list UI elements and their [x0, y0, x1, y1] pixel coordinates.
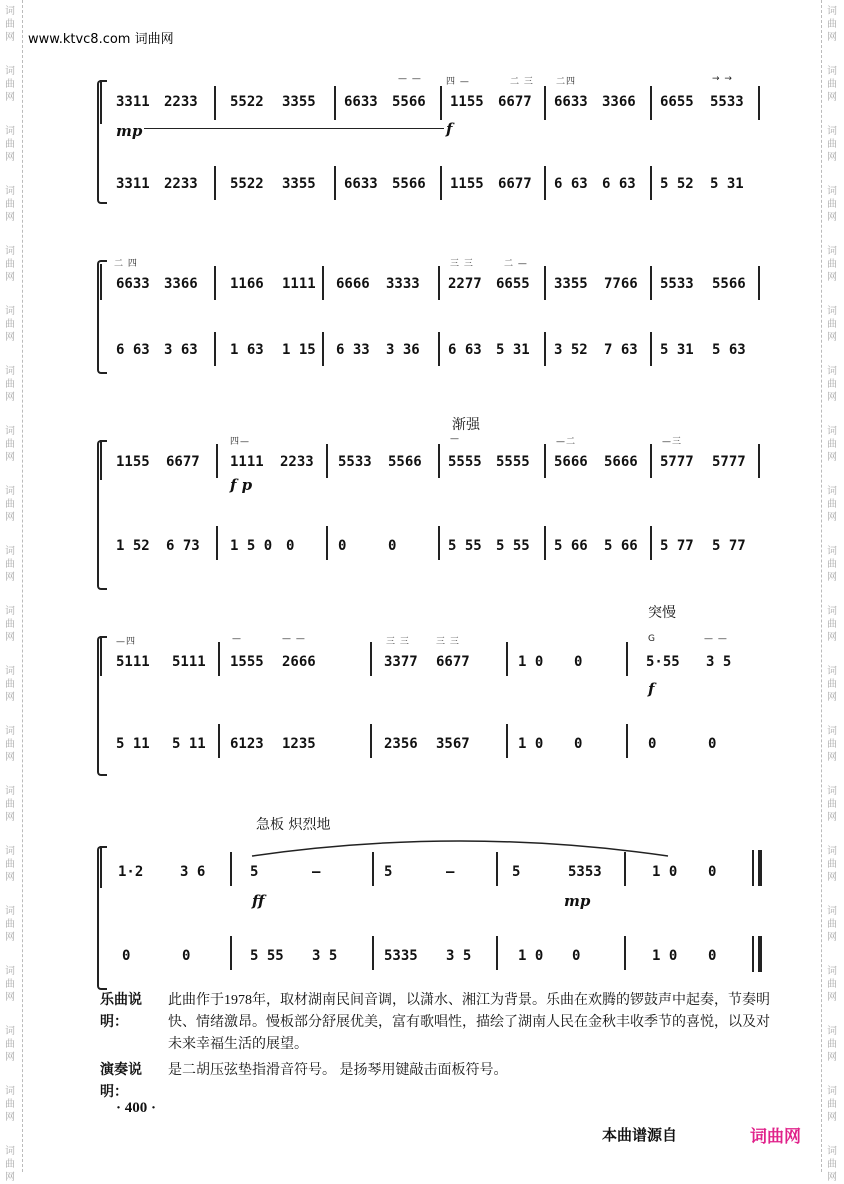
watermark-char: 词: [827, 126, 837, 137]
watermark-char: 曲: [827, 619, 837, 630]
note-group: 6 63: [116, 342, 150, 358]
upper-staff: — — 四 — 二 三 二四 → → 3311 2233 5522 3355 6633 5566 1155 6677 6633 3366 6655 5533: [100, 80, 762, 130]
watermark-char: 网: [5, 272, 15, 283]
note-group: 0: [572, 948, 581, 964]
watermark-char: 曲: [5, 79, 15, 90]
note-group: 5777: [712, 454, 746, 470]
watermark-char: 网: [5, 92, 15, 103]
note-group: 6633: [344, 94, 378, 110]
watermark-char: 曲: [5, 199, 15, 210]
watermark-char: 曲: [827, 1099, 837, 1110]
watermark-char: 曲: [5, 1159, 15, 1170]
note-group: 3 5: [446, 948, 472, 964]
watermark-char: 网: [827, 32, 837, 43]
note-group: 0: [338, 538, 347, 554]
note-group: 5666: [604, 454, 638, 470]
note-group: 2356: [384, 736, 418, 752]
watermark-char: 网: [5, 932, 15, 943]
note-group: 5 77: [660, 538, 694, 554]
watermark-char: 曲: [5, 499, 15, 510]
note-group: 0: [708, 736, 717, 752]
note-group: 5533: [660, 276, 694, 292]
note-group: 3311: [116, 94, 150, 110]
watermark-char: 曲: [5, 1039, 15, 1050]
watermark-char: 曲: [5, 19, 15, 30]
note-group: 5 52: [660, 176, 694, 192]
watermark-char: 网: [5, 32, 15, 43]
note-group: 7766: [604, 276, 638, 292]
left-watermark-strip: [0, 0, 23, 1183]
watermark-char: 词: [5, 1146, 15, 1157]
note-group: 6677: [166, 454, 200, 470]
dynamic-mark: f: [648, 680, 655, 698]
crescendo-line: [144, 128, 444, 129]
watermark-char: 网: [827, 632, 837, 643]
site-url[interactable]: www.ktvc8.com 词曲网: [28, 32, 174, 47]
dynamic-mark: f p: [230, 476, 253, 494]
watermark-char: 词: [5, 1086, 15, 1097]
note-group: 5 55: [496, 538, 530, 554]
note-group: 6677: [498, 176, 532, 192]
watermark-char: 网: [5, 632, 15, 643]
lower-staff: [100, 522, 762, 572]
note-group: –: [312, 864, 321, 880]
watermark-char: 曲: [827, 739, 837, 750]
watermark-char: 词: [827, 486, 837, 497]
note-group: 0: [182, 948, 191, 964]
watermark-char: 词: [827, 426, 837, 437]
watermark-char: 网: [5, 392, 15, 403]
watermark-char: 词: [5, 786, 15, 797]
note-group: 3 36: [386, 342, 420, 358]
watermark-char: 曲: [827, 1039, 837, 1050]
watermark-char: 网: [5, 992, 15, 1003]
note-group: 5555: [448, 454, 482, 470]
watermark-char: 词: [827, 846, 837, 857]
note-group: 0: [286, 538, 295, 554]
watermark-char: 曲: [5, 619, 15, 630]
watermark-char: 网: [827, 752, 837, 763]
watermark-char: 网: [827, 392, 837, 403]
watermark-char: 曲: [5, 379, 15, 390]
watermark-char: 词: [5, 426, 15, 437]
watermark-char: 曲: [827, 1159, 837, 1170]
note-group: 1 0: [518, 654, 544, 670]
note-group: 6123: [230, 736, 264, 752]
watermark-char: 词: [5, 186, 15, 197]
note-group: 5111: [172, 654, 206, 670]
note-group: 5: [250, 864, 259, 880]
dynamic-mark: mp: [116, 122, 143, 140]
note-group: 3366: [164, 276, 198, 292]
watermark-char: 曲: [827, 19, 837, 30]
watermark-char: 网: [827, 692, 837, 703]
watermark-char: 词: [827, 66, 837, 77]
tempo-direction: 渐强: [452, 417, 480, 433]
note-group: 1 15: [282, 342, 316, 358]
watermark-char: 词: [827, 186, 837, 197]
watermark-char: 网: [827, 1172, 837, 1183]
watermark-char: 网: [827, 332, 837, 343]
note-group: 1 0: [518, 948, 544, 964]
watermark-char: 网: [5, 1052, 15, 1063]
note-group: 5566: [388, 454, 422, 470]
note-group: 5·55: [646, 654, 680, 670]
note-group: 5 55: [448, 538, 482, 554]
watermark-char: 词: [827, 906, 837, 917]
watermark-char: 词: [827, 366, 837, 377]
note-group: 3 5: [706, 654, 732, 670]
note-group: 2277: [448, 276, 482, 292]
watermark-char: 词: [827, 666, 837, 677]
note-group: 5: [512, 864, 521, 880]
upper-staff: [100, 846, 762, 896]
note-group: 7 63: [604, 342, 638, 358]
watermark-char: 曲: [827, 559, 837, 570]
upper-staff: —四 — — — 三 三 三 三 G — — 5111 5111 1555 2666 3377 6677 1 0 0 5·55 3 5: [100, 636, 762, 686]
source-label: 本曲谱源自: [602, 1126, 678, 1144]
note-group: 5533: [710, 94, 744, 110]
watermark-char: 网: [827, 1052, 837, 1063]
note-group: 3366: [602, 94, 636, 110]
tempo-direction: 突慢: [648, 605, 676, 621]
music-description-label: 乐曲说明：: [100, 993, 142, 1030]
note-group: 5566: [712, 276, 746, 292]
watermark-char: 曲: [827, 859, 837, 870]
watermark-char: 曲: [827, 919, 837, 930]
note-group: 1111: [282, 276, 316, 292]
note-group: 1235: [282, 736, 316, 752]
watermark-char: 网: [5, 212, 15, 223]
watermark-char: 曲: [827, 199, 837, 210]
watermark-char: 网: [5, 812, 15, 823]
note-group: 5 11: [172, 736, 206, 752]
watermark-char: 词: [5, 486, 15, 497]
watermark-char: 曲: [827, 259, 837, 270]
watermark-char: 网: [827, 212, 837, 223]
note-group: 6655: [496, 276, 530, 292]
watermark-char: 词: [827, 606, 837, 617]
note-group: 1155: [450, 176, 484, 192]
note-group: 2233: [164, 94, 198, 110]
note-group: 3567: [436, 736, 470, 752]
upper-staff: 四— — —二 —三 1155 6677 1111 2233 5533 5566 5555 5555 5666 5666 5777 5777: [100, 440, 762, 490]
performance-notes-text: 是二胡压弦垫指滑音符号。 是扬琴用键敲击面板符号。: [168, 1063, 508, 1078]
watermark-char: 网: [827, 272, 837, 283]
note-group: 6 33: [336, 342, 370, 358]
watermark-char: 曲: [827, 799, 837, 810]
upper-staff: 二 四 三 三 二 — 6633 3366 1166 1111 6666 3333 2277 6655 3355 7766 5533 5566: [100, 260, 762, 310]
note-group: 0: [574, 654, 583, 670]
watermark-char: 词: [5, 1026, 15, 1037]
note-group: 1 0: [652, 948, 678, 964]
watermark-char: 曲: [5, 439, 15, 450]
note-group: 5335: [384, 948, 418, 964]
note-group: 6666: [336, 276, 370, 292]
note-group: 0: [574, 736, 583, 752]
note-group: 1·2: [118, 864, 144, 880]
watermark-char: 网: [827, 572, 837, 583]
watermark-char: 网: [5, 692, 15, 703]
note-group: 1 0: [518, 736, 544, 752]
note-group: 5111: [116, 654, 150, 670]
watermark-char: 曲: [827, 499, 837, 510]
note-group: 5666: [554, 454, 588, 470]
note-group: 1155: [116, 454, 150, 470]
watermark-char: 曲: [5, 679, 15, 690]
watermark-char: 网: [827, 992, 837, 1003]
note-group: 5353: [568, 864, 602, 880]
watermark-char: 曲: [827, 439, 837, 450]
note-group: 3333: [386, 276, 420, 292]
lower-staff: [100, 326, 762, 376]
watermark-char: 网: [5, 512, 15, 523]
note-group: 5566: [392, 176, 426, 192]
watermark-char: 词: [827, 546, 837, 557]
watermark-char: 词: [5, 246, 15, 257]
watermark-char: 曲: [827, 319, 837, 330]
watermark-char: 网: [5, 572, 15, 583]
note-group: 6 63: [554, 176, 588, 192]
watermark-char: 曲: [5, 559, 15, 570]
watermark-char: 网: [5, 1172, 15, 1183]
note-group: 5 55: [250, 948, 284, 964]
note-group: 1 0: [652, 864, 678, 880]
note-group: 5 31: [660, 342, 694, 358]
dynamic-mark: mp: [564, 892, 591, 910]
page-number: · 400 ·: [116, 1100, 157, 1116]
watermark-char: 曲: [827, 79, 837, 90]
note-group: 0: [708, 948, 717, 964]
dynamic-mark: f: [446, 120, 453, 138]
note-group: 5 63: [712, 342, 746, 358]
note-group: 5 77: [712, 538, 746, 554]
watermark-char: 曲: [5, 859, 15, 870]
watermark-char: 曲: [5, 919, 15, 930]
music-description-text: 此曲作于1978年，取材湖南民间音调，以潇水、湘江为背景。乐曲在欢腾的锣鼓声中起奏，节奏明快、情绪激昂。慢板部分舒展优美，富有歌唱性，描绘了湖南人民在金秋丰收季节的喜悦，以及对未来幸福生活的展望。: [168, 993, 770, 1052]
music-description: [100, 990, 790, 1056]
note-group: 6 63: [448, 342, 482, 358]
watermark-char: 词: [5, 906, 15, 917]
watermark-char: 网: [5, 1112, 15, 1123]
note-group: 6655: [660, 94, 694, 110]
performance-notes-label: 演奏说明：: [100, 1063, 142, 1100]
watermark-char: 词: [827, 1146, 837, 1157]
note-group: 6633: [344, 176, 378, 192]
watermark-char: 网: [5, 752, 15, 763]
note-group: 5777: [660, 454, 694, 470]
note-group: 3355: [282, 176, 316, 192]
performance-notes: [100, 1060, 790, 1104]
note-group: 0: [388, 538, 397, 554]
note-group: 1555: [230, 654, 264, 670]
note-group: –: [446, 864, 455, 880]
watermark-char: 网: [827, 872, 837, 883]
note-group: 5 31: [710, 176, 744, 192]
watermark-char: 词: [827, 6, 837, 17]
watermark-char: 词: [5, 546, 15, 557]
note-group: 5: [384, 864, 393, 880]
watermark-char: 网: [827, 1112, 837, 1123]
watermark-char: 网: [5, 452, 15, 463]
watermark-char: 词: [5, 306, 15, 317]
note-group: 6677: [436, 654, 470, 670]
watermark-char: 词: [827, 786, 837, 797]
watermark-char: 网: [827, 152, 837, 163]
watermark-char: 网: [827, 512, 837, 523]
note-group: 5 66: [604, 538, 638, 554]
watermark-char: 词: [5, 726, 15, 737]
lower-staff: [100, 720, 762, 770]
note-group: 1111: [230, 454, 264, 470]
note-group: 0: [122, 948, 131, 964]
note-group: 3 52: [554, 342, 588, 358]
watermark-char: 曲: [827, 379, 837, 390]
note-group: 6 63: [602, 176, 636, 192]
note-group: 3355: [554, 276, 588, 292]
watermark-char: 曲: [827, 679, 837, 690]
watermark-char: 曲: [827, 979, 837, 990]
note-group: 2233: [280, 454, 314, 470]
watermark-char: 词: [5, 366, 15, 377]
watermark-char: 词: [827, 966, 837, 977]
watermark-char: 网: [5, 872, 15, 883]
lower-staff: [100, 160, 762, 210]
note-group: 6633: [554, 94, 588, 110]
watermark-char: 网: [5, 332, 15, 343]
note-group: 1155: [450, 94, 484, 110]
watermark-char: 词: [827, 726, 837, 737]
dynamic-mark: ff: [252, 892, 265, 910]
note-group: 1 63: [230, 342, 264, 358]
note-group: 6 73: [166, 538, 200, 554]
note-group: 3355: [282, 94, 316, 110]
watermark-char: 曲: [5, 739, 15, 750]
watermark-char: 曲: [5, 139, 15, 150]
note-group: 5 11: [116, 736, 150, 752]
watermark-char: 曲: [5, 979, 15, 990]
note-group: 3 5: [312, 948, 338, 964]
watermark-char: 网: [827, 452, 837, 463]
note-group: 5566: [392, 94, 426, 110]
watermark-char: 网: [827, 92, 837, 103]
note-group: 5 31: [496, 342, 530, 358]
note-group: 5 66: [554, 538, 588, 554]
watermark-char: 词: [5, 6, 15, 17]
note-group: 5533: [338, 454, 372, 470]
watermark-char: 词: [827, 306, 837, 317]
watermark-char: 曲: [827, 139, 837, 150]
note-group: 0: [648, 736, 657, 752]
tempo-direction: 急板 炽烈地: [256, 817, 331, 833]
watermark-char: 词: [5, 66, 15, 77]
right-watermark-strip: [821, 0, 844, 1183]
watermark-char: 词: [5, 606, 15, 617]
lower-staff: [100, 932, 762, 982]
note-group: 5522: [230, 176, 264, 192]
watermark-char: 词: [5, 126, 15, 137]
watermark-char: 词: [827, 1026, 837, 1037]
note-group: 1 52: [116, 538, 150, 554]
watermark-char: 网: [5, 152, 15, 163]
note-group: 3377: [384, 654, 418, 670]
watermark-char: 曲: [5, 259, 15, 270]
watermark-char: 曲: [5, 799, 15, 810]
watermark-char: 词: [5, 666, 15, 677]
note-group: 0: [708, 864, 717, 880]
note-group: 1166: [230, 276, 264, 292]
notes-section: [100, 990, 790, 1108]
note-group: 5555: [496, 454, 530, 470]
note-group: 6633: [116, 276, 150, 292]
note-group: 3 63: [164, 342, 198, 358]
note-group: 1 5 0: [230, 538, 273, 554]
note-group: 2233: [164, 176, 198, 192]
watermark-char: 词: [827, 1086, 837, 1097]
note-group: 2666: [282, 654, 316, 670]
watermark-char: 词: [5, 846, 15, 857]
watermark-char: 曲: [5, 1099, 15, 1110]
watermark-char: 曲: [5, 319, 15, 330]
watermark-char: 词: [827, 246, 837, 257]
watermark-char: 词: [5, 966, 15, 977]
watermark-char: 网: [827, 932, 837, 943]
note-group: 3311: [116, 176, 150, 192]
watermark-char: 网: [827, 812, 837, 823]
source-brand-link[interactable]: 词曲网: [750, 1127, 801, 1147]
note-group: 6677: [498, 94, 532, 110]
note-group: 5522: [230, 94, 264, 110]
note-group: 3 6: [180, 864, 206, 880]
